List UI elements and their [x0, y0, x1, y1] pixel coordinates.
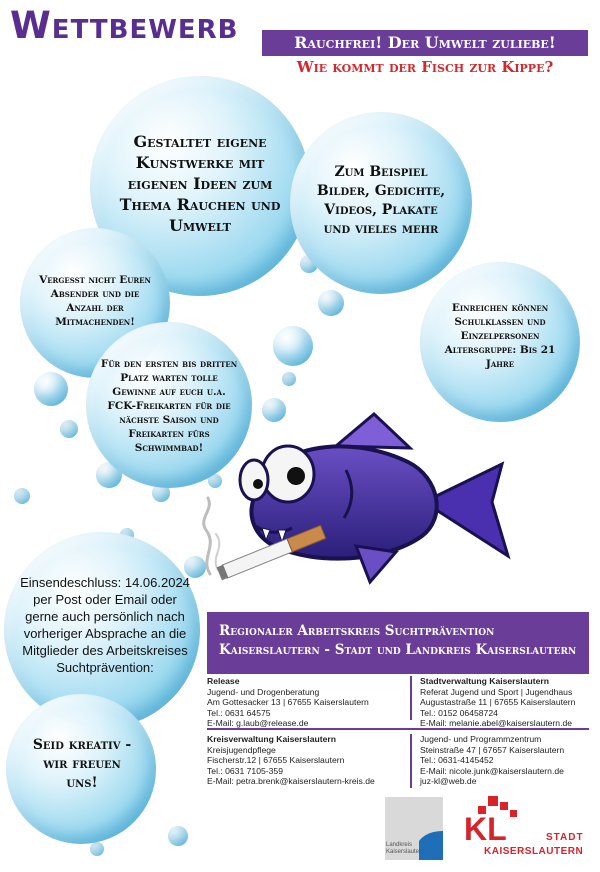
contact-email[interactable]: E-Mail: nicole.junk@kaiserslautern.de — [420, 765, 564, 776]
small-bubble — [90, 842, 104, 856]
small-bubble — [34, 372, 68, 406]
entrants-bubble-text: Einreichen können Schulklassen und Einzelpersonen Altersgruppe: Bis 21 Jahre — [444, 302, 556, 370]
contact-line: Steinstraße 47 | 67657 Kaiserslautern — [420, 744, 565, 755]
main-bubble-text: Gestaltet eigene Kunstwerke mit eigenen Ideen zum Thema Rauchen und Umwelt — [119, 131, 281, 235]
contact-email[interactable]: E-Mail: petra.brenk@kaiserslautern-kreis.de — [207, 776, 375, 786]
prizes-bubble-text: Für den ersten bis dritten Platz warten tolle Gewinne auf euch u.a. FCK-Freikarten für die nächste Saison und Freikarten fürs Schwimmbad! — [100, 358, 238, 454]
contact-kreisverwaltung — [207, 734, 407, 787]
contact-line: Augustastraße 11 | 67655 Kaiserslautern — [420, 697, 576, 707]
contact-name: Release — [207, 676, 240, 686]
sender-bubble-text: Vergesst nicht Euren Absender und die Anzahl der Mitmachenden! — [39, 274, 151, 328]
deadline-bubble-text: Einsendeschluss: 14.06.2024 per Post oder Email oder gerne auch persönlich nach vorheriger Absprache an die Mitglieder des Arbeitskreises Suchtprävention: — [20, 575, 190, 675]
kl-mark-text: KL — [464, 811, 507, 842]
contact-line: Tel.: 0152 06458724 — [420, 707, 498, 718]
contact-stadtverwaltung — [420, 676, 596, 729]
contact-email[interactable]: E-Mail: melanie.abel@kaiserslautern.de — [420, 718, 573, 728]
kl-stadt-label: STADT — [546, 832, 584, 843]
examples-bubble-text: Zum Beispiel Bilder, Gedichte, Videos, Plakate und vieles mehr — [316, 164, 446, 237]
small-bubble — [273, 326, 313, 366]
contact-line: Am Gottesacker 13 | 67655 Kaiserslautern — [207, 697, 369, 707]
contact-release — [207, 676, 407, 729]
divider — [410, 734, 412, 788]
small-bubble — [318, 290, 344, 316]
contact-line: Tel.: 0631 64575 — [207, 707, 271, 718]
contact-line: Tel.: 0631-4145452 — [420, 755, 494, 765]
creative-bubble-text: Seid kreativ - wir freuen uns! — [32, 736, 132, 791]
landkreis-logo-text: Landkreis Kaiserslautern — [386, 842, 425, 855]
headline-banner: Rauchfrei! Der Umwelt zuliebe! — [262, 30, 588, 56]
contact-line: Jugend- und Drogenberatung — [207, 686, 320, 697]
contact-line: Jugend- und Programmzentrum — [420, 734, 542, 744]
arbeitskreis-box — [207, 612, 589, 674]
fish-illustration — [196, 406, 518, 606]
contact-email[interactable]: E-Mail: g.laub@release.de — [207, 718, 309, 728]
kl-city-label: KAISERSLAUTERN — [484, 846, 584, 857]
divider — [410, 676, 412, 720]
contact-line: Fischerstr.12 | 67655 Kaiserslautern — [207, 755, 345, 765]
kl-logo-mark — [460, 796, 530, 842]
contact-line: Tel.: 0631 7105-359 — [207, 765, 283, 776]
arbeitskreis-line2: Kaiserslautern - Stadt und Landkreis Kaiserslautern — [219, 642, 577, 658]
contact-email[interactable]: juz-kl@web.de — [420, 776, 477, 786]
contact-name: Stadtverwaltung Kaiserslautern — [420, 676, 549, 686]
divider — [207, 728, 589, 730]
small-bubble — [14, 488, 30, 504]
contact-line: Referat Jugend und Sport | Jugendhaus — [420, 686, 573, 697]
subtitle: Wie kommt der Fisch zur Kippe? — [296, 58, 554, 76]
small-bubble — [282, 372, 296, 386]
page-title: Wettbewerb — [10, 4, 239, 47]
contact-name: Kreisverwaltung Kaiserslautern — [207, 734, 336, 744]
contact-jugendzentrum — [420, 734, 596, 787]
contact-line: Kreisjugendpflege — [207, 744, 276, 755]
arbeitskreis-line1: Regionaler Arbeitskreis Suchtprävention — [219, 623, 495, 639]
small-bubble — [60, 420, 78, 438]
small-bubble — [168, 826, 188, 846]
